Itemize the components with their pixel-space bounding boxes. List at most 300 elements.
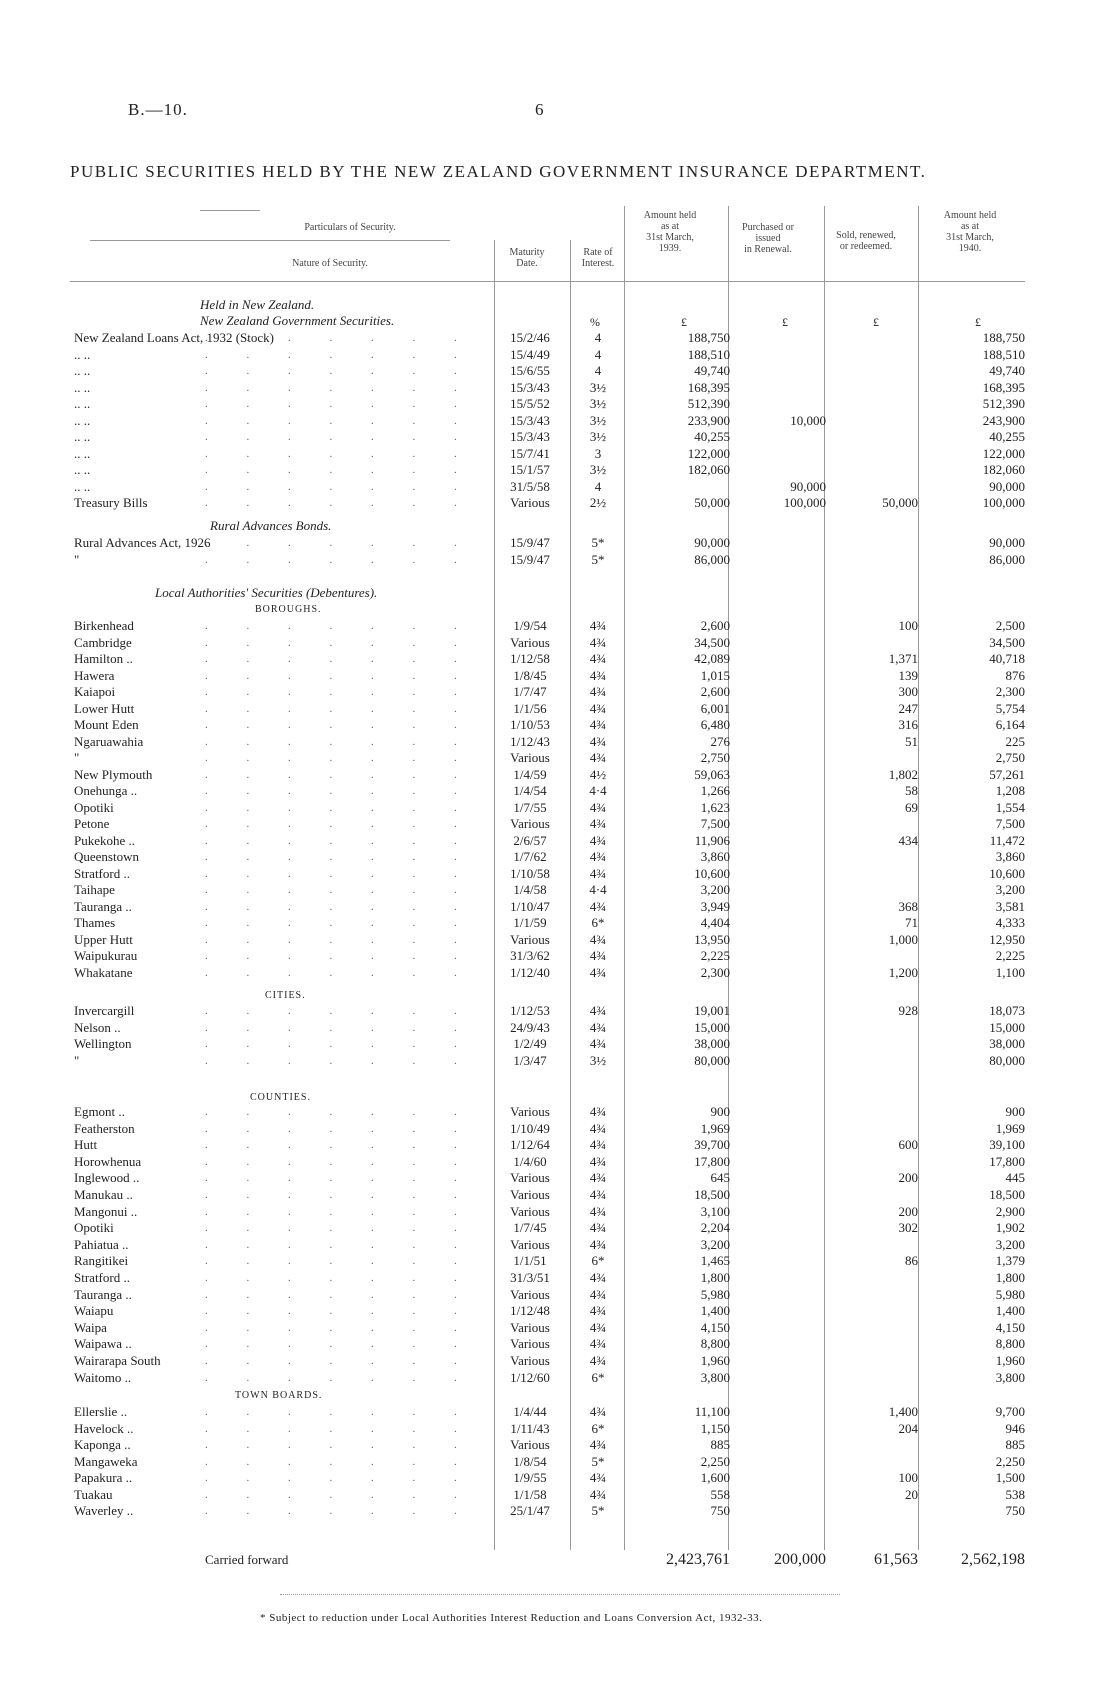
amount-held-1939: 2,225 — [700, 948, 730, 963]
table-row — [0, 535, 1114, 551]
security-name: Nelson .. — [74, 1019, 121, 1035]
section-rural: Rural Advances Bonds. — [210, 518, 332, 533]
amount-held-1940: 2,500 — [995, 618, 1025, 633]
maturity-date: Various — [510, 1437, 550, 1452]
maturity-date: 1/1/56 — [513, 700, 547, 716]
carried-held-1940: 2,562,198 — [961, 1551, 1025, 1568]
interest-rate: 4¾ — [589, 1336, 607, 1352]
amount-held-1940: 34,500 — [989, 634, 1025, 650]
table-row — [0, 1353, 1114, 1369]
sold-amount: 204 — [898, 1420, 918, 1436]
table-row — [0, 1470, 1114, 1486]
table-row — [0, 363, 1114, 379]
table-row — [0, 1104, 1114, 1120]
amount-held-1940: 3,581 — [995, 898, 1025, 914]
sold-amount: 20 — [905, 1486, 918, 1502]
leader-dots: . . . . . . . — [205, 381, 475, 394]
security-name: Wairarapa South — [74, 1353, 161, 1368]
amount-held-1940: 885 — [1005, 1437, 1025, 1452]
interest-rate: 4¾ — [589, 799, 607, 815]
leader-dots: . . . . . . . — [205, 653, 475, 665]
leader-dots: . . . . . . . — [205, 537, 475, 549]
nature-heading: Nature of Security. — [292, 258, 368, 269]
amount-held-1939: 1,960 — [700, 1353, 730, 1368]
amount-held-1939: 4,150 — [700, 1319, 730, 1335]
table-row — [0, 635, 1114, 651]
sold-amount: 200 — [898, 1170, 918, 1186]
unit-sold: £ — [873, 315, 879, 329]
maturity-date: 15/6/55 — [510, 363, 550, 378]
amount-held-1940: 5,980 — [995, 1286, 1025, 1302]
interest-rate: 4¾ — [589, 1270, 607, 1285]
amount-held-1940: 512,390 — [982, 396, 1025, 411]
amount-held-1939: 6,480 — [700, 717, 730, 732]
leader-dots: . . . . . . . — [205, 1505, 475, 1517]
leader-dots: . . . . . . . — [205, 719, 475, 731]
security-name: Lower Hutt — [74, 700, 135, 716]
table-row — [0, 915, 1114, 931]
maturity-date: 1/10/49 — [510, 1120, 550, 1136]
maturity-date: 1/4/44 — [513, 1404, 547, 1419]
table-row — [0, 1053, 1114, 1069]
purchased-amount: 90,000 — [790, 478, 826, 494]
security-name: Egmont .. — [74, 1104, 125, 1119]
interest-rate: 4¾ — [589, 849, 607, 864]
interest-rate: 4 — [594, 330, 602, 345]
table-row — [0, 1370, 1114, 1386]
leader-dots: . . . . . . . — [205, 1371, 475, 1384]
interest-rate: 3½ — [589, 429, 607, 444]
table-row — [0, 1303, 1114, 1319]
maturity-date: 1/4/59 — [513, 766, 547, 782]
security-name: Waipukurau — [74, 948, 138, 963]
table-row — [0, 701, 1114, 717]
amount-held-1939: 3,200 — [700, 882, 730, 897]
leader-dots: . . . . . . . — [205, 348, 475, 361]
leader-dots: . . . . . . . — [205, 669, 475, 682]
leader-dots: . . . . . . . — [205, 1038, 475, 1050]
leader-dots: . . . . . . . — [205, 1255, 475, 1268]
security-name: Mount Eden — [74, 717, 139, 732]
table-row — [0, 849, 1114, 865]
security-name: Waverley .. — [74, 1503, 134, 1518]
amount-held-1939: 8,800 — [700, 1336, 730, 1352]
sold-amount: 368 — [898, 898, 918, 914]
security-name: Opotiki — [74, 799, 114, 815]
unit-purchased: £ — [782, 315, 788, 329]
security-name: Waitomo .. — [74, 1369, 132, 1385]
maturity-date: Various — [510, 816, 550, 831]
amount-held-1939: 7,500 — [700, 816, 730, 831]
table-row — [0, 1170, 1114, 1186]
security-name: Waiapu — [74, 1303, 114, 1319]
section-town-boards: TOWN BOARDS. — [235, 1390, 323, 1401]
security-name: Mangonui .. — [74, 1203, 138, 1219]
interest-rate: 4·4 — [589, 882, 607, 897]
table-row — [0, 1437, 1114, 1453]
interest-rate: 2½ — [589, 495, 607, 510]
interest-rate: 4¾ — [589, 1286, 607, 1302]
amount-held-1940: 9,700 — [995, 1404, 1025, 1419]
rule — [90, 240, 450, 241]
table-row — [0, 380, 1114, 396]
amount-held-1939: 188,750 — [687, 330, 730, 345]
security-name: Kaiapoi — [74, 684, 116, 699]
leader-dots: . . . . . . . — [205, 553, 475, 566]
carried-purchased: 200,000 — [774, 1551, 826, 1568]
leader-dots: . . . . . . . — [205, 1155, 475, 1168]
leader-dots: . . . . . . . — [205, 1106, 475, 1118]
leader-dots: . . . . . . . — [205, 447, 475, 460]
table-row — [0, 552, 1114, 568]
leader-dots: . . . . . . . — [205, 497, 475, 509]
amount-held-1940: 17,800 — [989, 1153, 1025, 1169]
section-govt: New Zealand Government Securities. — [200, 313, 395, 328]
leader-dots: . . . . . . . — [205, 1338, 475, 1351]
interest-rate: 4¾ — [589, 832, 607, 848]
interest-rate: 4¾ — [589, 700, 607, 716]
maturity-date: 15/2/46 — [510, 330, 550, 345]
security-name: Tuakau — [74, 1486, 113, 1502]
table-row — [0, 750, 1114, 766]
interest-rate: 4 — [594, 346, 602, 362]
purchased-heading: Purchased or issued in Renewal. — [742, 222, 794, 255]
amount-held-1939: 122,000 — [687, 445, 730, 461]
maturity-date: 31/3/62 — [510, 948, 550, 963]
security-name: Upper Hutt — [74, 931, 133, 947]
maturity-date: 1/12/64 — [510, 1137, 550, 1153]
interest-rate: 4¾ — [589, 733, 607, 749]
sold-amount: 69 — [905, 799, 918, 815]
amount-held-1940: 15,000 — [989, 1019, 1025, 1035]
security-name: " — [74, 750, 80, 765]
maturity-date: 1/7/62 — [513, 849, 547, 864]
table-row — [0, 734, 1114, 750]
security-name: Petone — [74, 816, 110, 831]
amount-held-1940: 1,902 — [995, 1220, 1025, 1236]
interest-rate: 4¾ — [589, 667, 607, 683]
sold-amount: 50,000 — [882, 495, 918, 510]
amount-held-1939: 49,740 — [694, 363, 730, 378]
maturity-date: 1/12/43 — [510, 733, 550, 749]
amount-held-1940: 80,000 — [989, 1052, 1025, 1068]
particulars-heading: Particulars of Security. — [304, 222, 396, 233]
security-name: Ellerslie .. — [74, 1404, 128, 1419]
security-name: " — [74, 551, 80, 567]
security-name: .. .. — [74, 445, 91, 461]
interest-rate: 3½ — [589, 396, 607, 411]
table-row — [0, 396, 1114, 412]
maturity-date: Various — [510, 1236, 550, 1252]
interest-rate: 5* — [591, 1503, 605, 1518]
amount-held-1939: 168,395 — [687, 379, 730, 395]
interest-rate: 4¾ — [589, 1120, 607, 1136]
sold-amount: 434 — [898, 832, 918, 848]
maturity-date: 15/4/49 — [510, 346, 550, 362]
amount-held-1940: 10,600 — [989, 865, 1025, 881]
security-name: .. .. — [74, 363, 91, 378]
amount-held-1939: 80,000 — [694, 1052, 730, 1068]
leader-dots: . . . . . . . — [205, 1455, 475, 1468]
maturity-date: 1/7/45 — [513, 1220, 547, 1236]
amount-held-1940: 1,208 — [995, 783, 1025, 798]
amount-held-1940: 18,500 — [989, 1187, 1025, 1202]
table-row — [0, 882, 1114, 898]
maturity-date: Various — [510, 1170, 550, 1186]
purchased-amount: 100,000 — [783, 495, 826, 510]
amount-held-1939: 182,060 — [687, 462, 730, 477]
leader-dots: . . . . . . . — [205, 1139, 475, 1152]
leader-dots: . . . . . . . — [205, 1005, 475, 1017]
leader-dots: . . . . . . . — [205, 1406, 475, 1418]
rule — [200, 210, 260, 211]
carried-forward-label: Carried forward — [205, 1552, 289, 1567]
amount-held-1940: 182,060 — [982, 462, 1025, 477]
sold-amount: 139 — [898, 667, 918, 683]
amount-held-1939: 11,100 — [694, 1404, 730, 1419]
security-name: .. .. — [74, 429, 91, 444]
amount-held-1939: 18,500 — [694, 1187, 730, 1202]
amount-held-1940: 188,750 — [982, 330, 1025, 345]
table-row — [0, 330, 1114, 346]
maturity-date: Various — [510, 1336, 550, 1352]
maturity-date: 15/9/47 — [510, 551, 550, 567]
table-row — [0, 948, 1114, 964]
amount-held-1939: 1,465 — [700, 1253, 730, 1269]
security-name: Ngaruawahia — [74, 733, 144, 749]
leader-dots: . . . . . . . — [205, 768, 475, 781]
table-row — [0, 1336, 1114, 1352]
interest-rate: 3½ — [589, 462, 607, 477]
amount-held-1940: 1,500 — [995, 1470, 1025, 1485]
amount-held-1939: 1,150 — [700, 1420, 730, 1436]
table-row — [0, 1320, 1114, 1336]
interest-rate: 4¾ — [589, 816, 607, 831]
security-name: Birkenhead — [74, 618, 134, 633]
security-name: Manukau .. — [74, 1187, 133, 1202]
amount-held-1939: 10,600 — [694, 865, 730, 881]
table-row — [0, 1036, 1114, 1052]
amount-held-1940: 2,300 — [995, 684, 1025, 699]
table-row — [0, 495, 1114, 511]
amount-held-1939: 885 — [710, 1437, 730, 1452]
security-name: Thames — [74, 915, 116, 930]
leader-dots: . . . . . . . — [205, 1122, 475, 1135]
amount-held-1939: 5,980 — [700, 1286, 730, 1302]
purchased-amount: 10,000 — [790, 412, 826, 428]
sold-amount: 200 — [898, 1203, 918, 1219]
interest-rate: 4¾ — [589, 1486, 607, 1502]
table-row — [0, 1003, 1114, 1019]
maturity-date: 1/2/49 — [513, 1036, 547, 1051]
table-row — [0, 899, 1114, 915]
amount-held-1939: 42,089 — [694, 651, 730, 666]
amount-held-1939: 1,600 — [700, 1470, 730, 1485]
maturity-date: Various — [510, 1187, 550, 1202]
unit-held-1940: £ — [975, 315, 981, 329]
interest-rate: 4¾ — [589, 948, 607, 963]
interest-rate: 4¾ — [589, 865, 607, 881]
interest-rate: 4¾ — [589, 1187, 607, 1202]
sold-amount: 86 — [905, 1253, 918, 1269]
interest-rate: 3½ — [589, 1052, 607, 1068]
security-name: Mangaweka — [74, 1453, 138, 1469]
amount-held-1940: 188,510 — [982, 346, 1025, 362]
amount-held-1939: 2,600 — [700, 684, 730, 699]
interest-rate: 4¾ — [589, 618, 607, 633]
sold-amount: 247 — [898, 700, 918, 716]
carried-held-1939: 2,423,761 — [666, 1551, 730, 1568]
leader-dots: . . . . . . . — [205, 686, 475, 698]
leader-dots: . . . . . . . — [205, 818, 475, 830]
maturity-date: 15/5/52 — [510, 396, 550, 411]
table-row — [0, 347, 1114, 363]
section-counties: COUNTIES. — [250, 1092, 311, 1103]
leader-dots: . . . . . . . — [205, 1321, 475, 1334]
table-row — [0, 1204, 1114, 1220]
interest-rate: 4¾ — [589, 1353, 607, 1368]
maturity-date: 15/3/43 — [510, 379, 550, 395]
maturity-date: Various — [510, 1286, 550, 1302]
table-row — [0, 1253, 1114, 1269]
leader-dots: . . . . . . . — [205, 752, 475, 764]
security-name: Hamilton .. — [74, 651, 133, 666]
maturity-date: 1/7/55 — [513, 799, 547, 815]
maturity-date: Various — [510, 750, 550, 765]
sold-heading: Sold, renewed, or redeemed. — [836, 230, 896, 252]
amount-held-1939: 59,063 — [694, 766, 730, 782]
table-row — [0, 833, 1114, 849]
leader-dots: . . . . . . . — [205, 735, 475, 748]
amount-held-1939: 38,000 — [694, 1036, 730, 1051]
leader-dots: . . . . . . . — [205, 1422, 475, 1435]
leader-dots: . . . . . . . — [205, 365, 475, 377]
maturity-date: Various — [510, 1104, 550, 1119]
leader-dots: . . . . . . . — [205, 414, 475, 427]
amount-held-1939: 558 — [710, 1486, 730, 1502]
rate-heading: Rate of Interest. — [581, 247, 615, 269]
maturity-date: 1/1/58 — [513, 1486, 547, 1502]
interest-rate: 4¾ — [589, 684, 607, 699]
interest-rate: 4¾ — [589, 1303, 607, 1319]
interest-rate: 6* — [591, 1253, 605, 1269]
maturity-date: 15/3/43 — [510, 412, 550, 428]
interest-rate: 4¾ — [589, 1153, 607, 1169]
table-row — [0, 1487, 1114, 1503]
security-name: Treasury Bills — [74, 495, 148, 510]
maturity-date: 1/4/54 — [513, 783, 547, 798]
amount-held-1939: 3,949 — [700, 898, 730, 914]
maturity-date: 1/12/48 — [510, 1303, 550, 1319]
sold-amount: 100 — [898, 618, 918, 633]
table-row — [0, 1454, 1114, 1470]
maturity-date: 15/7/41 — [510, 445, 550, 461]
security-name: Onehunga .. — [74, 783, 138, 798]
maturity-date: 1/11/43 — [510, 1420, 550, 1436]
carried-forward-values — [0, 1552, 1114, 1568]
amount-held-1939: 1,400 — [700, 1303, 730, 1319]
interest-rate: 3½ — [589, 379, 607, 395]
maturity-date: 1/3/47 — [513, 1052, 547, 1068]
table-row — [0, 668, 1114, 684]
security-name: Rangitikei — [74, 1253, 129, 1269]
leader-dots: . . . . . . . — [205, 834, 475, 847]
amount-held-1940: 6,164 — [995, 717, 1025, 732]
security-name: Waipawa .. — [74, 1336, 132, 1352]
leader-dots: . . . . . . . — [205, 867, 475, 880]
leader-dots: . . . . . . . — [205, 917, 475, 929]
maturity-date: 1/10/58 — [510, 865, 550, 881]
leader-dots: . . . . . . . — [205, 1172, 475, 1185]
leader-dots: . . . . . . . — [205, 636, 475, 649]
sold-amount: 58 — [905, 783, 918, 798]
security-name: .. .. — [74, 462, 91, 477]
amount-held-1940: 90,000 — [989, 478, 1025, 494]
amount-held-1940: 49,740 — [989, 363, 1025, 378]
amount-held-1940: 1,960 — [995, 1353, 1025, 1368]
maturity-date: 25/1/47 — [510, 1503, 550, 1518]
sold-amount: 1,371 — [888, 651, 918, 666]
amount-held-1940: 876 — [1005, 667, 1025, 683]
amount-held-1939: 233,900 — [687, 412, 730, 428]
security-name: .. .. — [74, 379, 91, 395]
amount-held-1940: 40,255 — [989, 429, 1025, 444]
amount-held-1940: 11,472 — [989, 832, 1025, 848]
security-name: Papakura .. — [74, 1470, 133, 1485]
leader-dots: . . . . . . . — [205, 785, 475, 797]
amount-held-1940: 12,950 — [989, 931, 1025, 947]
maturity-date: Various — [510, 931, 550, 947]
amount-held-1940: 445 — [1005, 1170, 1025, 1186]
amount-held-1940: 2,250 — [995, 1453, 1025, 1469]
maturity-date: 1/8/54 — [513, 1453, 547, 1469]
security-name: Rural Advances Act, 1926 — [74, 535, 211, 550]
leader-dots: . . . . . . . — [205, 332, 475, 344]
interest-rate: 5* — [591, 551, 605, 567]
leader-dots: . . . . . . . — [205, 1355, 475, 1367]
leader-dots: . . . . . . . — [205, 851, 475, 863]
security-name: .. .. — [74, 396, 91, 411]
table-row — [0, 1270, 1114, 1286]
table-row — [0, 767, 1114, 783]
amount-held-1939: 1,800 — [700, 1270, 730, 1285]
interest-rate: 5* — [591, 1453, 605, 1469]
amount-held-1939: 3,200 — [700, 1236, 730, 1252]
maturity-date: 1/12/60 — [510, 1369, 550, 1385]
amount-held-1939: 2,600 — [700, 618, 730, 633]
security-name: .. .. — [74, 478, 91, 494]
amount-held-1939: 6,001 — [700, 700, 730, 716]
maturity-date: 1/12/40 — [510, 964, 550, 980]
amount-held-1939: 188,510 — [687, 346, 730, 362]
leader-dots: . . . . . . . — [205, 1439, 475, 1451]
amount-held-1939: 2,250 — [700, 1453, 730, 1469]
interest-rate: 4¾ — [589, 1137, 607, 1153]
amount-held-1940: 1,554 — [995, 799, 1025, 815]
security-name: New Zealand Loans Act, 1932 (Stock) — [74, 330, 275, 345]
amount-held-1940: 946 — [1005, 1420, 1025, 1436]
amount-held-1940: 3,860 — [995, 849, 1025, 864]
amount-held-1940: 3,200 — [995, 1236, 1025, 1252]
amount-held-1939: 2,204 — [700, 1220, 730, 1236]
amount-held-1940: 4,150 — [995, 1319, 1025, 1335]
table-row — [0, 866, 1114, 882]
sold-amount: 1,400 — [888, 1404, 918, 1419]
security-name: .. .. — [74, 346, 91, 362]
leader-dots: . . . . . . . — [205, 1288, 475, 1301]
security-name: Wellington — [74, 1036, 132, 1051]
interest-rate: 3 — [594, 445, 602, 461]
